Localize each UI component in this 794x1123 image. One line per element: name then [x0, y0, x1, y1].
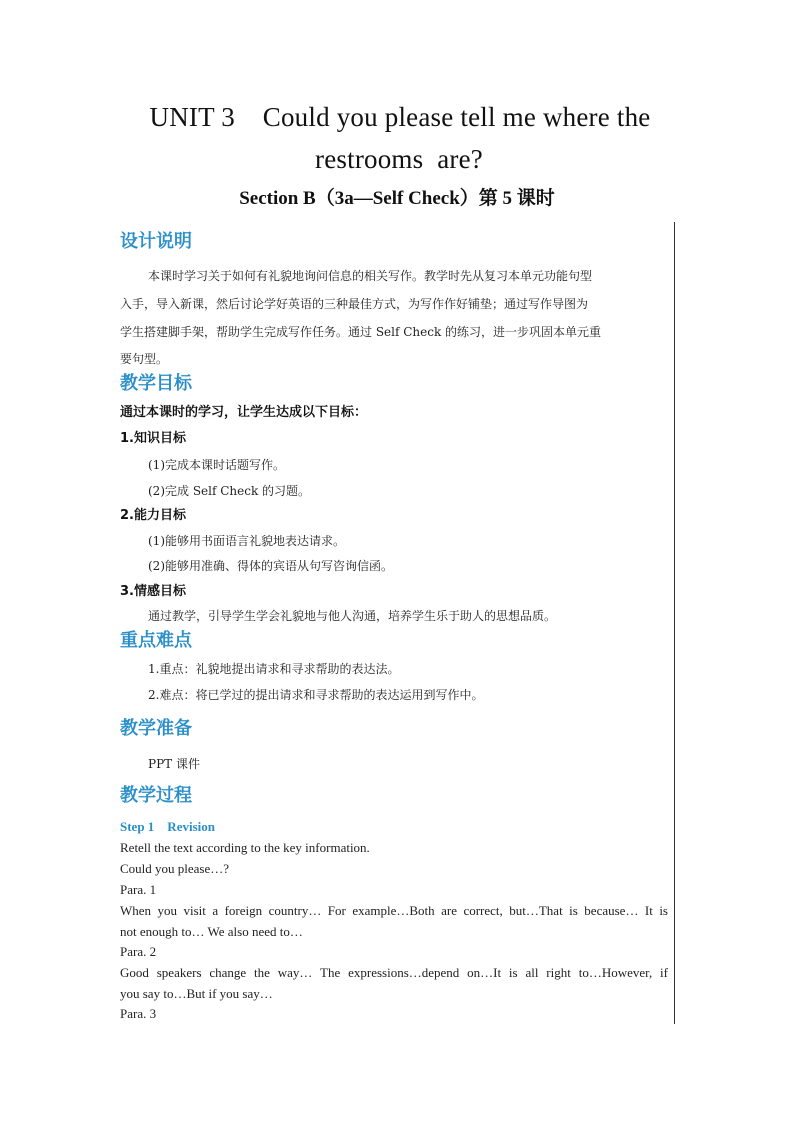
section-subtitle: Section B（3a—Self Check）第 5 课时: [239, 188, 555, 209]
process-line-could-you: Could you please…?: [120, 861, 230, 876]
goals-intro: 通过本课时的学习，让学生达成以下目标：: [120, 405, 368, 420]
process-para-2: Para. 2: [120, 944, 157, 959]
knowledge-label: 1.知识目标: [120, 431, 186, 446]
prep-text: PPT 课件: [148, 757, 200, 771]
right-margin-rule: [674, 222, 675, 1024]
ability-item-1: (1)能够用书面语言礼貌地表达请求。: [148, 534, 345, 548]
knowledge-item-2: (2)完成 Self Check 的习题。: [148, 484, 311, 498]
prep-heading: 教学准备: [120, 718, 192, 739]
design-line-4: 要句型。: [120, 352, 169, 366]
design-line-1: 本课时学习关于如何有礼貌地询问信息的相关写作。教学时先从复习本单元功能句型: [148, 269, 593, 283]
process-para-1: Para. 1: [120, 882, 157, 897]
keypoint-item-2: 2.难点：将已学过的提出请求和寻求帮助的表达运用到写作中。: [148, 688, 484, 702]
emotion-label: 3.情感目标: [120, 584, 186, 599]
emotion-text: 通过教学，引导学生学会礼貌地与他人沟通，培养学生乐于助人的思想品质。: [148, 609, 557, 623]
keypoints-heading: 重点难点: [120, 630, 192, 651]
process-line-para2-a: Good speakers change the way… The expressions…depend on…It is all right to…However, if: [120, 965, 668, 980]
design-line-2: 入手，导入新课，然后讨论学好英语的三种最佳方式，为写作作好铺垫；通过写作导图为: [120, 297, 589, 311]
unit-title-line-1: UNIT 3 Could you please tell me where the: [149, 102, 651, 132]
ability-item-2: (2)能够用准确、得体的宾语从句写咨询信函。: [148, 559, 393, 573]
unit-title-line-2: restrooms are?: [315, 144, 483, 174]
process-para-3: Para. 3: [120, 1006, 157, 1021]
process-line-retell: Retell the text according to the key information.: [120, 840, 370, 855]
knowledge-item-1: (1)完成本课时话题写作。: [148, 458, 285, 472]
process-line-para1-b: not enough to… We also need to…: [120, 924, 303, 939]
goals-heading: 教学目标: [120, 373, 192, 394]
keypoint-item-1: 1.重点：礼貌地提出请求和寻求帮助的表达法。: [148, 662, 400, 676]
design-heading: 设计说明: [120, 231, 192, 252]
ability-label: 2.能力目标: [120, 508, 186, 523]
process-line-para2-b: you say to…But if you say…: [120, 986, 273, 1001]
process-line-para1-a: When you visit a foreign country… For example…Both are correct, but…That is because… It is: [120, 903, 668, 918]
design-line-3: 学生搭建脚手架，帮助学生完成写作任务。通过 Self Check 的练习，进一步巩固本单元重: [120, 325, 602, 339]
process-heading: 教学过程: [120, 785, 192, 806]
step-1-label: Step 1 Revision: [120, 819, 215, 834]
